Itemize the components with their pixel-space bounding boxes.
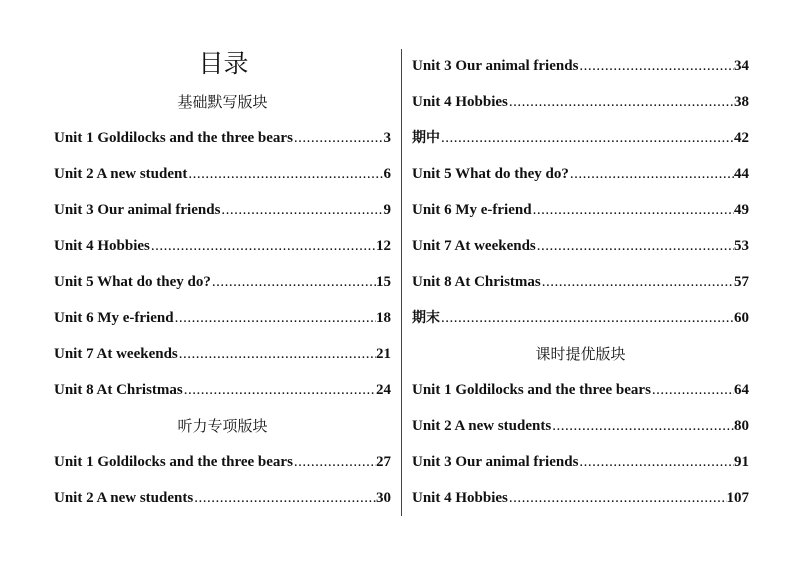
entry-page: 30: [376, 490, 391, 506]
toc-entry: [412, 162, 749, 198]
toc-entry: [54, 198, 391, 234]
entry-page: 91: [734, 454, 749, 470]
entry-page: 3: [383, 130, 391, 146]
toc-entry: [412, 126, 749, 162]
dot-leader: [508, 486, 727, 510]
dot-leader: [293, 126, 384, 150]
entry-page: 9: [383, 202, 391, 218]
entry-title: Unit 1 Goldilocks and the three bears: [54, 130, 293, 146]
dot-leader: [578, 54, 734, 78]
section-heading-listening: 听力专项版块: [177, 417, 268, 435]
toc-entry: [54, 342, 391, 378]
entry-title: Unit 3 Our animal friends: [412, 454, 579, 470]
toc-entry: [54, 234, 391, 270]
dot-leader: [220, 198, 383, 222]
column-divider: [401, 49, 402, 516]
entry-title: Unit 4 Hobbies: [54, 238, 150, 254]
entry-page: 34: [734, 58, 749, 74]
entry-page: 12: [376, 238, 391, 254]
entry-title: Unit 7 At weekends: [54, 346, 178, 362]
toc-entry: [54, 378, 391, 414]
entry-page: 6: [383, 166, 391, 182]
toc-entry: [412, 306, 749, 342]
entry-page: 15: [376, 274, 391, 290]
entry-title: Unit 2 A new students: [412, 418, 552, 434]
entry-title: Unit 4 Hobbies: [412, 490, 508, 506]
entry-title: Unit 8 At Christmas: [412, 274, 541, 290]
entry-page: 57: [734, 274, 749, 290]
toc-entry: [412, 234, 749, 270]
toc-entry: [412, 54, 749, 90]
toc-entry: [54, 450, 391, 486]
dot-leader: [293, 450, 376, 474]
toc-entry: [412, 90, 749, 126]
toc-left-column: [54, 90, 391, 522]
entry-page: 64: [734, 382, 749, 398]
section-heading-dictation: 基础默写版块: [177, 93, 268, 111]
toc-entry: [54, 306, 391, 342]
page-title: 目录: [198, 49, 249, 78]
dot-leader: [569, 162, 734, 186]
entry-page: 21: [376, 346, 391, 362]
dot-leader: [211, 270, 376, 294]
toc-entry: [412, 486, 749, 522]
toc-entry: [54, 486, 391, 522]
toc-entry: [412, 450, 749, 486]
toc-entry: [412, 378, 749, 414]
entry-title: Unit 6 My e-friend: [54, 310, 174, 326]
entry-page: 49: [734, 202, 749, 218]
dot-leader: [150, 234, 376, 258]
entry-title: Unit 6 My e-friend: [412, 202, 532, 218]
entry-title: Unit 3 Our animal friends: [412, 58, 579, 74]
dot-leader: [532, 198, 734, 222]
dot-leader: [551, 414, 734, 438]
entry-title: Unit 3 Our animal friends: [54, 202, 221, 218]
entry-title: Unit 4 Hobbies: [412, 94, 508, 110]
entry-page: 42: [734, 130, 749, 146]
toc-entry: [412, 198, 749, 234]
dot-leader: [541, 270, 734, 294]
toc-entry: [412, 414, 749, 450]
entry-title: Unit 1 Goldilocks and the three bears: [412, 382, 651, 398]
toc-entry: [54, 270, 391, 306]
entry-page: 80: [734, 418, 749, 434]
dot-leader: [183, 378, 376, 402]
dot-leader: [536, 234, 734, 258]
entry-title: Unit 8 At Christmas: [54, 382, 183, 398]
entry-title: Unit 2 A new student: [54, 166, 188, 182]
toc-entry: [54, 126, 391, 162]
entry-title: Unit 5 What do they do?: [54, 274, 211, 290]
dot-leader: [440, 126, 734, 150]
dot-leader: [578, 450, 734, 474]
entry-title: 期末: [412, 310, 440, 326]
dot-leader: [174, 306, 376, 330]
entry-title: Unit 1 Goldilocks and the three bears: [54, 454, 293, 470]
dot-leader: [508, 90, 734, 114]
dot-leader: [193, 486, 376, 510]
dot-leader: [178, 342, 376, 366]
entry-title: Unit 2 A new students: [54, 490, 194, 506]
entry-page: 107: [726, 490, 749, 506]
entry-page: 18: [376, 310, 391, 326]
section-heading-lesson: 课时提优版块: [535, 345, 626, 363]
entry-title: 期中: [412, 130, 440, 146]
dot-leader: [187, 162, 383, 186]
toc-entry: [412, 270, 749, 306]
entry-title: Unit 7 At weekends: [412, 238, 536, 254]
dot-leader: [651, 378, 734, 402]
entry-title: Unit 5 What do they do?: [412, 166, 569, 182]
entry-page: 44: [734, 166, 749, 182]
dot-leader: [440, 306, 734, 330]
entry-page: 27: [376, 454, 391, 470]
entry-page: 60: [734, 310, 749, 326]
entry-page: 53: [734, 238, 749, 254]
toc-right-column: [412, 54, 749, 522]
entry-page: 24: [376, 382, 391, 398]
toc-entry: [54, 162, 391, 198]
entry-page: 38: [734, 94, 749, 110]
